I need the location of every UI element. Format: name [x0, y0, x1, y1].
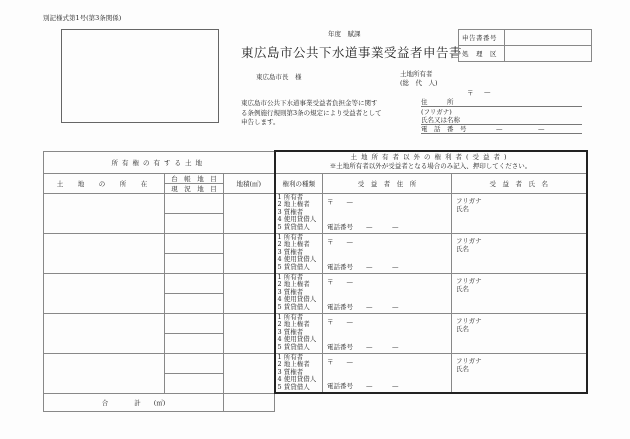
beneficiary-name-cell[interactable]: [452, 233, 587, 273]
phone-dash: —: [366, 262, 373, 271]
right-type-option: 5 賃貸借人: [277, 382, 310, 391]
statement-line: 東広島市公共下水道事業受益者負担金等に関す: [241, 99, 378, 107]
beneficiary-address-cell[interactable]: [323, 233, 452, 273]
right-type-cell[interactable]: [275, 233, 323, 273]
location-cell[interactable]: [44, 353, 165, 393]
total-area-cell[interactable]: [224, 393, 275, 411]
location-cell[interactable]: [44, 233, 165, 273]
right-type-option: 2 地上権者: [277, 320, 310, 329]
form-reference: 別記様式第1号(第3条関係): [43, 14, 122, 22]
right-header-note: ※土地所有者以外が受益者となる場合のみ記入、押印してください。: [329, 162, 532, 171]
address-field[interactable]: 住 所: [421, 98, 582, 107]
name-label: 氏名: [456, 324, 469, 333]
beneficiary-address-cell[interactable]: [323, 353, 452, 393]
phone-label: 電話番号: [327, 302, 353, 311]
right-header-title: 土地所有者以外の権利者(受益者): [350, 153, 511, 162]
right-type-option: 1 所有者: [277, 232, 304, 241]
total-label: 合 計 (㎡): [44, 393, 224, 411]
postal-mark: 〒: [327, 277, 334, 286]
right-type-option: 4 使用貸借人: [277, 215, 317, 224]
beneficiary-name-cell[interactable]: [452, 193, 587, 233]
col-location-header: 土 地 の 所 在: [44, 173, 165, 193]
actual-cell[interactable]: [165, 373, 224, 393]
right-type-option: 1 所有者: [277, 352, 304, 361]
area-cell[interactable]: [224, 193, 275, 233]
name-label: 氏名: [456, 284, 469, 293]
beneficiary-address-cell[interactable]: [323, 273, 452, 313]
right-type-option: 4 使用貸借人: [277, 375, 317, 384]
right-type-option: 4 使用貸借人: [277, 255, 317, 264]
right-type-option: 4 使用貸借人: [277, 295, 317, 304]
phone-label: 電話番号: [327, 222, 353, 231]
location-cell[interactable]: [44, 193, 165, 233]
ledger-cell[interactable]: [165, 353, 224, 373]
area-cell[interactable]: [224, 353, 275, 393]
postal-mark: 〒: [467, 89, 474, 97]
phone-dash: —: [392, 302, 399, 311]
postal-dash: —: [346, 277, 353, 286]
treatment-area-label: 処 理 区: [459, 46, 505, 62]
year-line: 年度 賦課: [328, 30, 361, 38]
phone-dash: —: [392, 222, 399, 231]
name-field[interactable]: 氏名又は名称: [421, 116, 582, 125]
phone-field[interactable]: 電 話 番 号 — —: [421, 125, 582, 134]
right-type-option: 3 質権者: [277, 327, 304, 336]
beneficiary-name-cell[interactable]: [452, 353, 587, 393]
actual-cell[interactable]: [165, 293, 224, 313]
right-type-cell[interactable]: [275, 353, 323, 393]
area-cell[interactable]: [224, 233, 275, 273]
beneficiary-address-cell[interactable]: [323, 313, 452, 353]
area-cell[interactable]: [224, 273, 275, 313]
page-title: 東広島市公共下水道事業受益者申告書: [241, 45, 463, 60]
ledger-cell[interactable]: [165, 313, 224, 333]
phone-dash: —: [392, 342, 399, 351]
phone-dash: —: [366, 342, 373, 351]
ledger-cell[interactable]: [165, 233, 224, 253]
right-type-option: 1 所有者: [277, 272, 304, 281]
phone-dash: —: [366, 302, 373, 311]
postal-mark: 〒: [327, 237, 334, 246]
postal-mark: 〒: [327, 317, 334, 326]
furigana-label: フリガナ: [456, 236, 482, 245]
right-type-option: 5 賃貸借人: [277, 262, 310, 271]
postal-dash: —: [346, 317, 353, 326]
phone-label: 電話番号: [327, 262, 353, 271]
furigana-label: フリガナ: [456, 356, 482, 365]
right-type-option: 2 地上権者: [277, 240, 310, 249]
right-type-cell[interactable]: [275, 313, 323, 353]
right-type-option: 4 使用貸借人: [277, 335, 317, 344]
application-number-label: 申告書番号: [459, 30, 505, 46]
phone-label: 電話番号: [327, 382, 353, 390]
beneficiary-name-cell[interactable]: [452, 273, 587, 313]
statement: [241, 99, 382, 128]
office-use-box: [458, 29, 592, 62]
col-ledger-header: 台 帳 地 目: [165, 173, 224, 183]
right-type-option: 3 質権者: [277, 367, 304, 376]
col-name-header: 受 益 者 氏 名: [452, 173, 587, 193]
addressee: 東広島市長 様: [256, 73, 302, 81]
furigana-label: (フリガナ): [421, 108, 452, 116]
postal-dash: —: [484, 88, 491, 96]
area-cell[interactable]: [224, 313, 275, 353]
application-number-field[interactable]: [505, 30, 592, 46]
right-type-option: 5 賃貸借人: [277, 302, 310, 311]
right-type-option: 5 賃貸借人: [277, 222, 310, 231]
land-table: [43, 150, 588, 412]
postal-mark: 〒: [327, 357, 334, 366]
furigana-label: フリガナ: [456, 276, 482, 285]
actual-cell[interactable]: [165, 253, 224, 273]
stamp-box[interactable]: [61, 29, 219, 123]
furigana-label: フリガナ: [456, 196, 482, 205]
right-type-option: 3 質権者: [277, 247, 304, 256]
right-type-option: 2 地上権者: [277, 200, 310, 209]
location-cell[interactable]: [44, 313, 165, 353]
col-actual-header: 現 況 地 目: [165, 183, 224, 193]
name-label: 氏名: [456, 364, 469, 373]
phone-dash: —: [392, 382, 399, 390]
postal-mark: 〒: [327, 197, 334, 206]
right-type-option: 3 質権者: [277, 287, 304, 296]
location-cell[interactable]: [44, 273, 165, 313]
phone-dash: —: [392, 262, 399, 271]
right-type-option: 2 地上権者: [277, 360, 310, 369]
beneficiary-address-cell[interactable]: [323, 193, 452, 233]
postal-dash: —: [346, 237, 353, 246]
right-type-option: 5 賃貸借人: [277, 342, 310, 351]
ledger-cell[interactable]: [165, 193, 224, 213]
col-address-header: 受 益 者 住 所: [323, 173, 452, 193]
beneficiary-name-cell[interactable]: [452, 313, 587, 353]
right-type-option: 1 所有者: [277, 312, 304, 321]
ledger-cell[interactable]: [165, 273, 224, 293]
name-label: 氏名: [456, 204, 469, 213]
phone-dash: —: [366, 382, 373, 390]
postal-dash: —: [346, 197, 353, 206]
postal-dash: —: [346, 357, 353, 366]
left-section-header: 所有権の有する土地: [44, 151, 275, 173]
furigana-label: フリガナ: [456, 316, 482, 325]
landowner-heading: 土地所有者: [400, 70, 433, 78]
treatment-area-field[interactable]: [505, 46, 592, 62]
right-type-option: 1 所有者: [277, 192, 304, 201]
right-type-cell[interactable]: [275, 273, 323, 313]
phone-dash: —: [366, 222, 373, 231]
actual-cell[interactable]: [165, 333, 224, 353]
col-right-type-header: 権利の種類: [275, 173, 323, 193]
name-label: 氏名: [456, 244, 469, 253]
right-type-cell[interactable]: [275, 193, 323, 233]
phone-label: 電話番号: [327, 342, 353, 351]
statement-line: 申告します。: [241, 118, 280, 126]
representative-heading: (総 代 人): [400, 79, 438, 87]
right-section-header: [275, 151, 587, 173]
actual-cell[interactable]: [165, 213, 224, 233]
col-area-header: 地積(㎡): [224, 173, 275, 193]
empty-space: [275, 393, 587, 411]
right-type-option: 2 地上権者: [277, 280, 310, 289]
right-type-option: 3 質権者: [277, 207, 304, 216]
statement-line: る条例施行規則第3条の規定により受益者として: [241, 108, 382, 117]
